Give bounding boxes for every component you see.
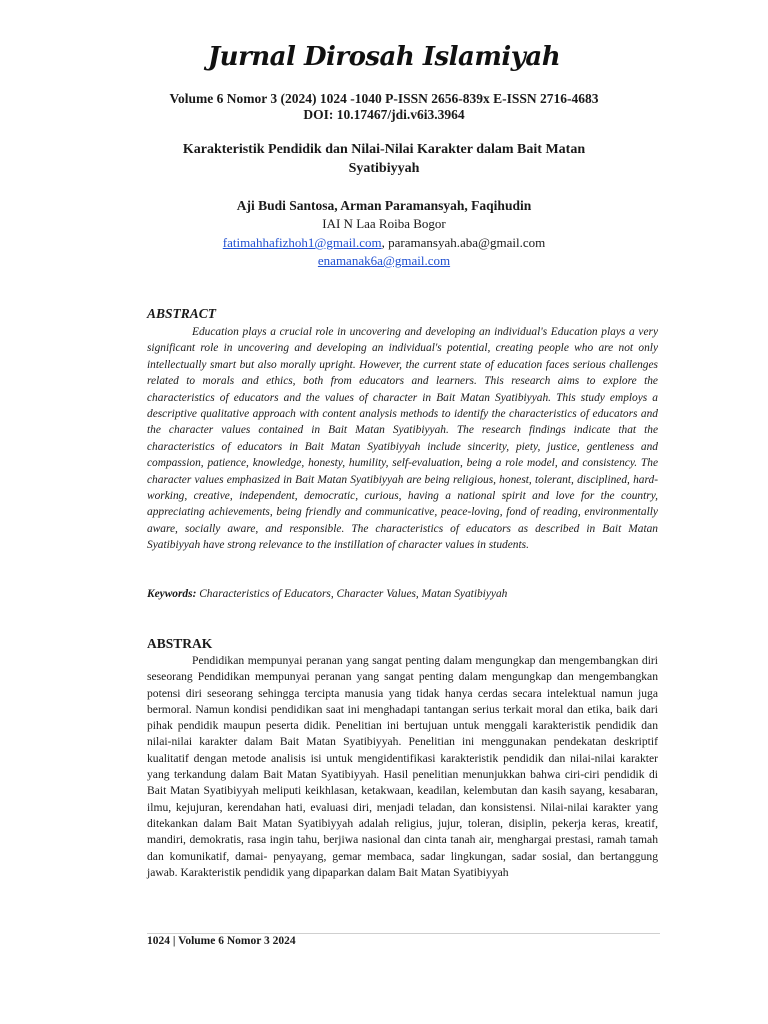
abstract-body: Education plays a crucial role in uncovering and developing an individual's Education plays a very significant role in uncovering and developing an individual's potential, creating people who are not only intellectually smart but also morally upright. However, the current state of education faces serious challenges related to morals and ethics, both from educators and learners. This research aims to explore the characteristics of educators and the values of character in Bait Matan Syatibiyyah. This study employs a descriptive qualitative approach with content analysis methods to identify the characteristics of educators and the character values contained in Bait Matan Syatibiyyah. The research findings indicate that the characteristics of educators in Bait Matan Syatibiyyah include sincerity, piety, justice, gentleness and compassion, patience, knowledge, honesty, humility, self-evaluation, being a role model, and consistency. The character values emphasized in Bait Matan Syatibiyyah are being religious, honest, tolerant, disciplined, hard-working, creative, independent, democratic, curious, having a national spirit and love for the country, appreciating achievements, being friendly and communicative, peace-loving, fond of reading, environmentally aware, socially aware, and responsible. The characteristics of educators as described in Bait Matan Syatibiyyah have strong relevance to the instillation of character values in students. <box>147 326 658 552</box>
paper-title: Karakteristik Pendidik dan Nilai-Nilai Karakter dalam Bait Matan Syatibiyyah <box>182 142 586 176</box>
keywords-text: Characteristics of Educators, Character Values, Matan Syatibiyyah <box>196 588 508 600</box>
journal-name: Jurnal Dirosah Islamiyah <box>207 42 561 72</box>
email-link-3[interactable]: enamanak6a@gmail.com <box>317 253 451 268</box>
doi-line: DOI: 10.17467/jdi.v6i3.3964 <box>303 107 465 122</box>
email-separator: , <box>381 235 389 250</box>
volume-issn-line: Volume 6 Nomor 3 (2024) 1024 -1040 P-ISSN 2656-839x E-ISSN 2716-4683 <box>169 91 599 106</box>
email-line-2 <box>0 252 768 270</box>
abstrak-body: Pendidikan mempunyai peranan yang sangat penting dalam mengungkap dan mengembangkan diri seseorang Pendidikan mempunyai peranan yang sangat penting dalam mengungkap dan mengembangkan potensi diri seseorang sehingga tercipta manusia yang tidak hanya cerdas secara intelektual namun juga bermoral. Namun kondisi pendidikan saat ini menghadapi tantangan serius terkait moral dan etika, baik dari pihak pendidik maupun peserta didik. Penelitian ini bertujuan untuk menggali karakteristik pendidik dan nilai-nilai karakter dalam Bait Matan Syatibiyyah. Penelitian ini menggunakan pendekatan deskriptif kualitatif dengan metode analisis isi untuk mengidentifikasi karakteristik pendidik dan nilai-nilai karakter yang terkandung dalam Bait Matan Syatibiyyah. Hasil penelitian menunjukkan bahwa ciri-ciri pendidik di Bait Matan Syatibiyyah meliputi keikhlasan, ketakwaan, keadilan, kelembutan dan kasih sayang, kesabaran, ilmu, kejujuran, kerendahan hati, evaluasi diri, menjadi teladan, dan konsistensi. Nilai-nilai karakter yang ditekankan dalam Bait Matan Syatibiyyah adalah religius, jujur, toleran, disiplin, pekerja keras, kreatif, mandiri, demokratis, rasa ingin tahu, berjiwa nasional dan cinta tanah air, menghargai prestasi, ramah tamah dan komunikatif, damai- penyayang, gemar membaca, sadar lingkungan, sadar sosial, dan bertanggung jawab. Karakteristik pendidik yang dipaparkan dalam Bait Matan Syatibiyyah <box>147 654 658 879</box>
email-2: paramansyah.aba@gmail.com <box>388 235 546 250</box>
page-footer: 1024 | Volume 6 Nomor 3 2024 <box>147 935 296 947</box>
footer-divider <box>147 933 660 934</box>
keywords-label: Keywords: <box>147 588 197 600</box>
email-block <box>0 234 768 270</box>
abstrak-heading: ABSTRAK <box>147 636 213 651</box>
keywords-line <box>147 586 658 602</box>
abstract-heading: ABSTRACT <box>147 306 217 321</box>
author-list: Aji Budi Santosa, Arman Paramansyah, Faqihudin <box>236 198 532 213</box>
affiliation: IAI N Laa Roiba Bogor <box>322 216 446 231</box>
email-line-1 <box>0 234 768 252</box>
email-link-1[interactable]: fatimahhafizhoh1@gmail.com <box>222 235 382 250</box>
